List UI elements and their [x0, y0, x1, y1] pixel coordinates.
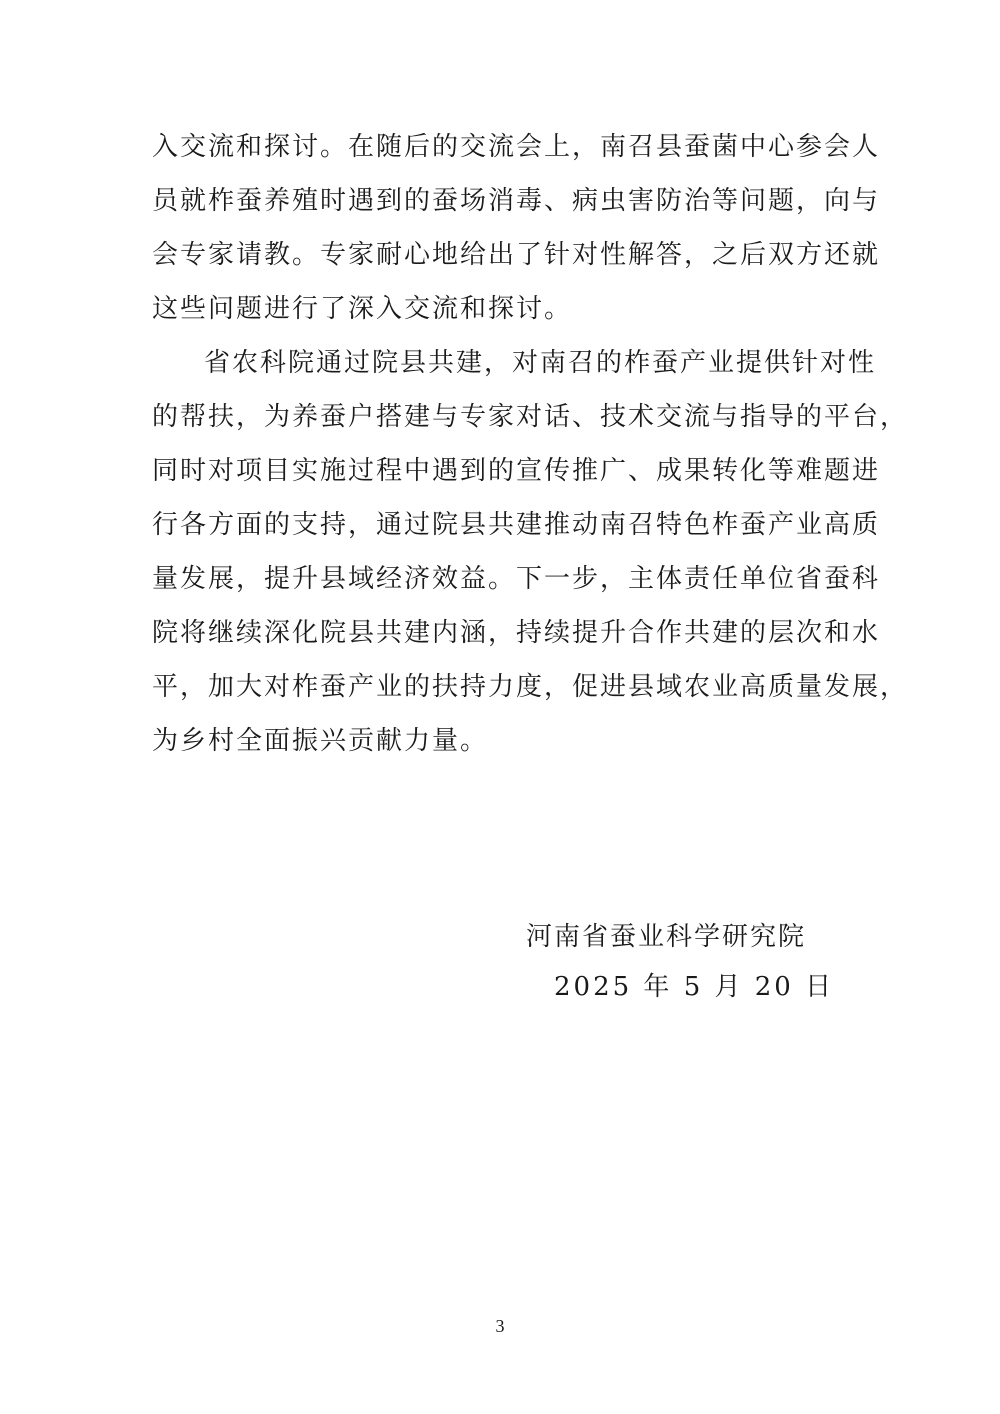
paragraph-line: 为乡村全面振兴贡献力量。 [152, 726, 489, 756]
paragraph-line: 院将继续深化院县共建内涵，持续提升合作共建的层次和水 [152, 618, 881, 648]
signature-date: 2025 年 5 月 20 日 [554, 972, 835, 1002]
paragraph-line: 量发展，提升县域经济效益。下一步，主体责任单位省蚕科 [152, 564, 881, 594]
body-text [152, 120, 909, 768]
paragraph-line: 这些问题进行了深入交流和探讨。 [152, 294, 573, 324]
paragraph-line: 的帮扶，为养蚕户搭建与专家对话、技术交流与指导的平台， [152, 402, 909, 432]
page-number: 3 [495, 1316, 505, 1336]
paragraph-line: 入交流和探讨。在随后的交流会上，南召县蚕菌中心参会人 [152, 132, 881, 162]
paragraph-line: 会专家请教。专家耐心地给出了针对性解答，之后双方还就 [152, 240, 881, 270]
signature-organization: 河南省蚕业科学研究院 [526, 922, 807, 952]
paragraph-line: 平，加大对柞蚕产业的扶持力度，促进县域农业高质量发展， [152, 672, 909, 702]
paragraph-line: 员就柞蚕养殖时遇到的蚕场消毒、病虫害防治等问题，向与 [152, 186, 881, 216]
paragraph-line: 行各方面的支持，通过院县共建推动南召特色柞蚕产业高质 [152, 510, 881, 540]
signature-block [526, 912, 846, 1012]
paragraph-line: 同时对项目实施过程中遇到的宣传推广、成果转化等难题进 [152, 456, 881, 486]
paragraph-line: 省农科院通过院县共建，对南召的柞蚕产业提供针对性 [204, 348, 877, 378]
